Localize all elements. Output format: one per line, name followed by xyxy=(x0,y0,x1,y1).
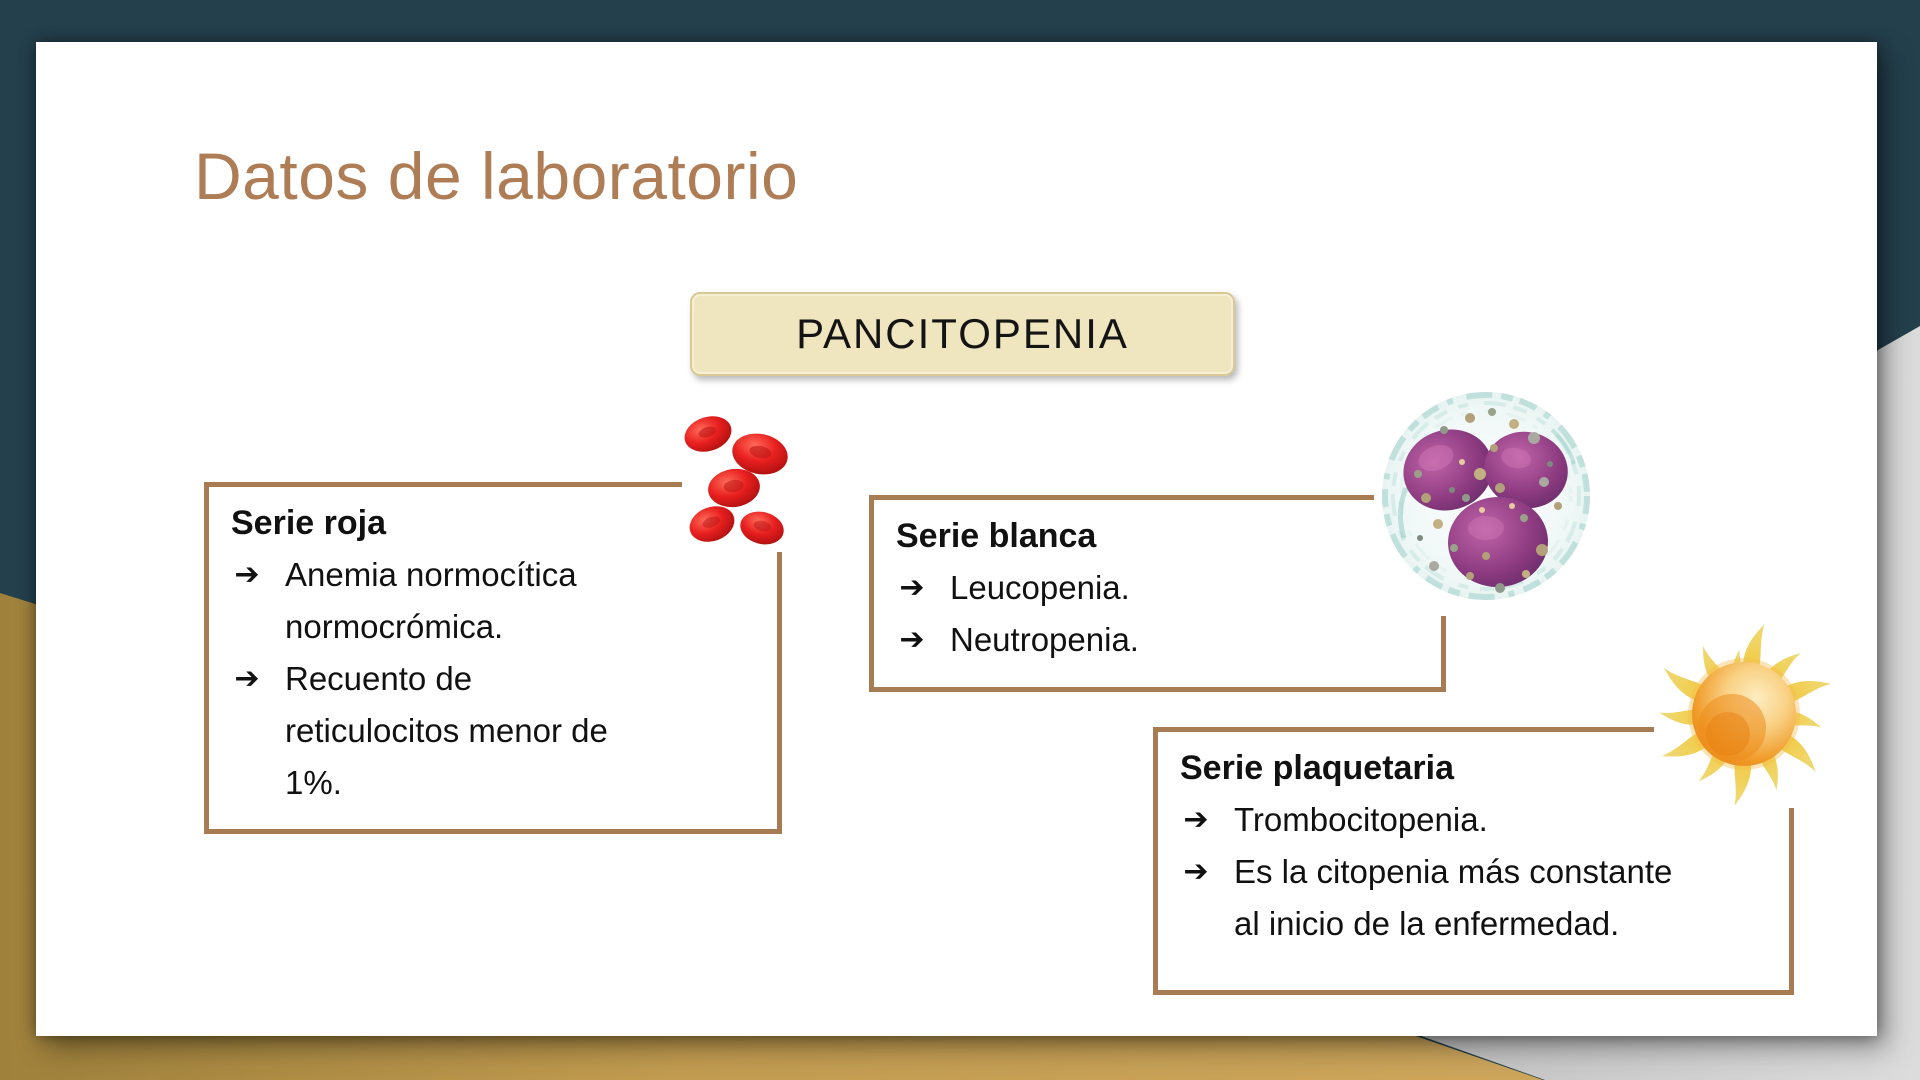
pancitopenia-banner xyxy=(690,292,1235,376)
platelet-image xyxy=(1654,618,1840,808)
serie-roja-bullet-2 xyxy=(209,653,777,809)
serie-blanca-bullet-1 xyxy=(874,562,1441,614)
serie-blanca-bullet-2-text: Neutropenia. xyxy=(950,621,1139,658)
arrow-bullet-icon: ➔ xyxy=(899,622,925,657)
serie-blanca-bullet-2 xyxy=(874,614,1441,666)
white-blood-cell-image xyxy=(1374,378,1598,616)
serie-roja-title: Serie roja xyxy=(231,504,386,542)
serie-roja-bullet-2-text: Recuento de reticulocitos menor de 1%. xyxy=(285,660,608,801)
serie-blanca-box xyxy=(869,495,1446,692)
serie-roja-bullet-1 xyxy=(209,549,777,653)
arrow-bullet-icon: ➔ xyxy=(1183,854,1209,889)
arrow-bullet-icon: ➔ xyxy=(899,570,925,605)
slide-title: Datos de laboratorio xyxy=(194,139,799,213)
serie-plaquetaria-bullet-1-text: Trombocitopenia. xyxy=(1234,801,1488,838)
platelet-icon xyxy=(1654,618,1840,808)
pancitopenia-banner-label: PANCITOPENIA xyxy=(796,310,1129,357)
red-blood-cells-image xyxy=(682,416,814,552)
arrow-bullet-icon: ➔ xyxy=(1183,802,1209,837)
serie-blanca-title: Serie blanca xyxy=(896,517,1097,555)
serie-plaquetaria-bullet-2 xyxy=(1158,846,1789,950)
arrow-bullet-icon: ➔ xyxy=(234,661,260,696)
serie-plaquetaria-bullet-2-text: Es la citopenia más constante al inicio de la enfermedad. xyxy=(1234,853,1673,942)
serie-roja-bullet-1-text: Anemia normocítica normocrómica. xyxy=(285,556,577,645)
red-blood-cells-icon xyxy=(682,416,814,552)
arrow-bullet-icon: ➔ xyxy=(234,557,260,592)
serie-plaquetaria-title: Serie plaquetaria xyxy=(1180,749,1455,787)
white-blood-cell-icon xyxy=(1374,378,1598,616)
serie-blanca-bullet-1-text: Leucopenia. xyxy=(950,569,1130,606)
slide xyxy=(36,42,1877,1036)
